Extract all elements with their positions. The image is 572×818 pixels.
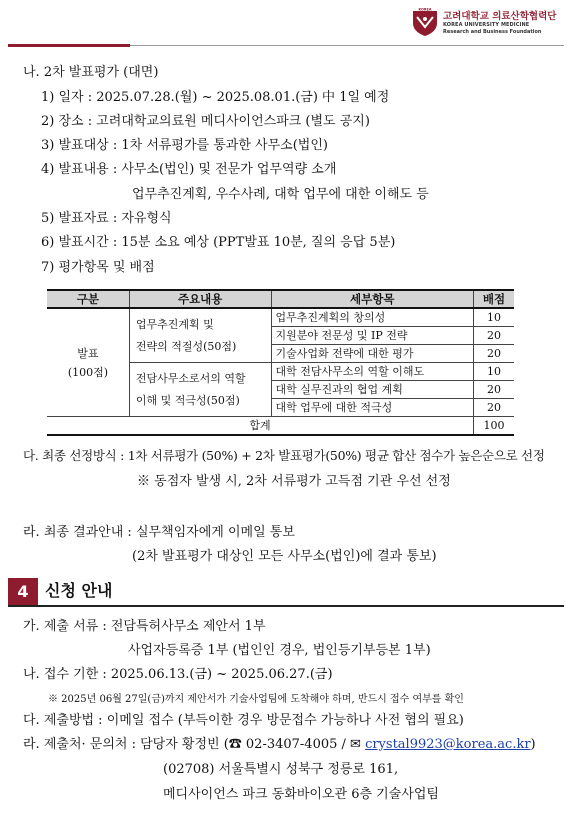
main-content-cell [129, 363, 271, 417]
main-content-cell [129, 308, 271, 363]
total-score: 100 [474, 417, 514, 436]
logo-subtitle-1: KOREA UNIVERSITY MEDICINE [443, 22, 530, 28]
presentation-time: 6) 발표시간 : 15분 소요 예상 (PPT발표 10분, 질의 응답 5분) [41, 235, 396, 250]
score-cell: 20 [474, 381, 514, 399]
detail-cell: 업무추진계획의 창의성 [271, 308, 473, 327]
detail-cell: 지원분야 전문성 및 IP 전략 [271, 327, 473, 345]
submission-method: 다. 제출방법 : 이메일 접수 (부득이한 경우 방문접수 가능하나 사전 협의 필요) [23, 713, 464, 728]
score-cell: 20 [474, 399, 514, 417]
score-cell: 20 [474, 327, 514, 345]
evaluation-items-heading: 7) 평가항목 및 배점 [41, 260, 155, 275]
section-rule [8, 605, 564, 607]
total-label: 합계 [47, 417, 474, 436]
presentation-target: 3) 발표대상 : 1차 서류평가를 통과한 사무소(법인) [41, 138, 328, 153]
score-cell: 20 [474, 345, 514, 363]
result-notice: 라. 최종 결과안내 : 실무책임자에게 이메일 통보 [23, 525, 295, 540]
header-rule-accent [8, 44, 130, 47]
main-content-line: 전략의 적절성(50점) [135, 339, 237, 353]
presentation-content-detail: 업무추진계획, 우수사례, 대학 업무에 대한 이해도 등 [132, 187, 429, 202]
section-title: 신청 안내 [45, 581, 113, 600]
evaluation-score-table [47, 289, 514, 436]
presentation-materials: 5) 발표자료 : 자유형식 [41, 211, 172, 226]
col-header-category: 구분 [47, 290, 129, 308]
main-content-line: 전담사무소로서의 역할 [135, 371, 246, 385]
main-content-line: 이해 및 적극성(50점) [135, 393, 240, 407]
result-notice-detail: (2차 발표평가 대상인 모든 사무소(법인)에 결과 통보) [132, 549, 437, 564]
contact-close: ) [530, 737, 536, 752]
presentation-date: 1) 일자 : 2025.07.28.(월) ~ 2025.08.01.(금) 中 1일 예정 [41, 90, 390, 105]
address-line-1: (02708) 서울특별시 성북구 정릉로 161, [163, 762, 399, 777]
category-points: (100점) [67, 365, 109, 379]
detail-cell: 대학 전담사무소의 역할 이해도 [271, 363, 473, 381]
detail-cell: 기술사업화 전략에 대한 평가 [271, 345, 473, 363]
university-logo [411, 7, 567, 39]
submission-documents: 가. 제출 서류 : 전담특허사무소 제안서 1부 [23, 619, 266, 634]
header-rule [130, 45, 564, 46]
logo-badge-text: KOREA [418, 7, 432, 12]
contact-email-link[interactable]: crystal9923@korea.ac.kr [365, 737, 531, 752]
category-cell [47, 308, 129, 417]
score-cell: 10 [474, 363, 514, 381]
main-content-line: 업무추진계획 및 [135, 317, 214, 331]
tie-break-note: ※ 동점자 발생 시, 2차 서류평가 고득점 기관 우선 선정 [137, 474, 451, 489]
logo-title: 고려대학교 의료산학협력단 [443, 11, 557, 22]
crest-icon [411, 7, 439, 37]
submission-documents-detail: 사업자등록증 1부 (법인인 경우, 법인등기부등본 1부) [128, 643, 431, 658]
table-total-row [47, 417, 514, 436]
score-cell: 10 [474, 308, 514, 327]
table-row [47, 308, 514, 327]
submission-deadline: 나. 접수 기한 : 2025.06.13.(금) ~ 2025.06.27.(금) [23, 667, 333, 682]
col-header-score: 배점 [474, 290, 514, 308]
presentation-content: 4) 발표내용 : 사무소(법인) 및 전문가 업무역량 소개 [41, 162, 337, 177]
contact-info [23, 737, 536, 753]
address-line-2: 메디사이언스 파크 동화바이오관 6층 기술사업팀 [163, 787, 439, 802]
col-header-detail: 세부항목 [271, 290, 473, 308]
category-label: 발표 [77, 346, 99, 360]
logo-subtitle-2: Research and Business Foundation [443, 29, 542, 35]
section-na-heading: 나. 2차 발표평가 (대면) [23, 65, 159, 80]
col-header-main: 주요내용 [129, 290, 271, 308]
deadline-note: ※ 2025년 06월 27일(금)까지 제안서가 기술사업팀에 도착해야 하며, 반드시 접수 여부를 확인 [48, 694, 464, 705]
detail-cell: 대학 업무에 대한 적극성 [271, 399, 473, 417]
detail-cell: 대학 실무진과의 협업 계획 [271, 381, 473, 399]
contact-label: 라. 제출처· 문의처 : 담당자 황정빈 (☎ 02-3407-4005 / ✉ [23, 737, 366, 752]
presentation-venue: 2) 장소 : 고려대학교의료원 메디사이언스파크 (별도 공지) [41, 114, 370, 129]
selection-method: 다. 최종 선정방식 : 1차 서류평가 (50%) + 2차 발표평가(50%) 평균 합산 점수가 높은순으로 선정 [23, 448, 545, 463]
table-header-row [47, 290, 514, 308]
section-number-badge: 4 [8, 578, 38, 605]
